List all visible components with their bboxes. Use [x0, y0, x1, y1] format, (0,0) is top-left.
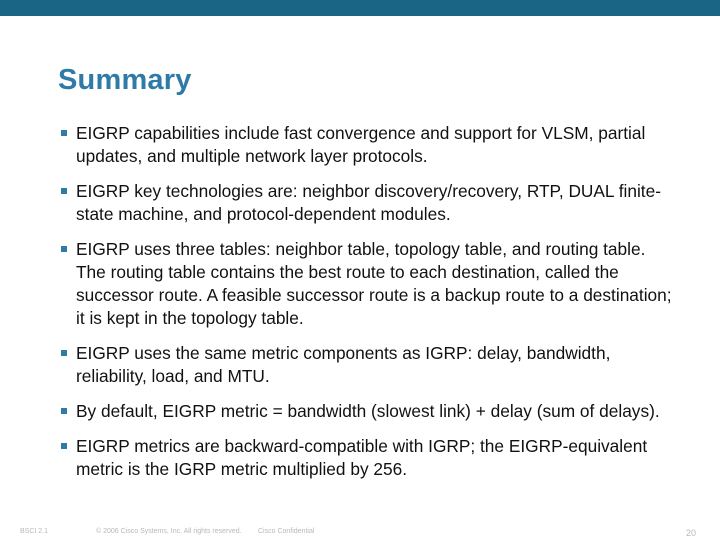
page-number: 20 — [685, 528, 696, 538]
bullet-item — [58, 342, 678, 388]
bullet-item — [58, 238, 678, 330]
bullet-text: EIGRP metrics are backward-compatible with IGRP; the EIGRP-equivalent metric is the IGRP metric multiplied by 256. — [76, 436, 648, 479]
bullet-item — [58, 435, 678, 481]
square-bullet-icon — [61, 350, 67, 356]
bullet-text: EIGRP capabilities include fast convergence and support for VLSM, partial updates, and multiple network layer protocols. — [76, 123, 646, 166]
square-bullet-icon — [61, 443, 67, 449]
slide-title: Summary — [58, 64, 192, 96]
bullet-text: EIGRP uses the same metric components as IGRP: delay, bandwidth, reliability, load, and MTU. — [76, 343, 611, 386]
footer-confidential: Cisco Confidential — [258, 528, 315, 535]
square-bullet-icon — [61, 246, 67, 252]
bullet-item — [58, 122, 678, 168]
square-bullet-icon — [61, 130, 67, 136]
footer-course-code: BSCI 2.1 — [20, 528, 49, 535]
top-banner — [0, 0, 720, 16]
bullet-text: By default, EIGRP metric = bandwidth (slowest link) + delay (sum of delays). — [76, 401, 660, 421]
square-bullet-icon — [61, 188, 67, 194]
bullet-text: EIGRP key technologies are: neighbor discovery/recovery, RTP, DUAL finite-state machine, and protocol-dependent modules. — [76, 181, 661, 224]
bullet-list — [58, 122, 678, 493]
bullet-text: EIGRP uses three tables: neighbor table, topology table, and routing table. The routing table contains the best route to each destination, called the successor route. A feasible successor route is a backup route to a destination; it is kept in the topology table. — [76, 239, 672, 328]
bullet-item — [58, 400, 678, 423]
bullet-item — [58, 180, 678, 226]
square-bullet-icon — [61, 408, 67, 414]
footer-copyright: © 2006 Cisco Systems, Inc. All rights reserved. — [96, 528, 242, 535]
